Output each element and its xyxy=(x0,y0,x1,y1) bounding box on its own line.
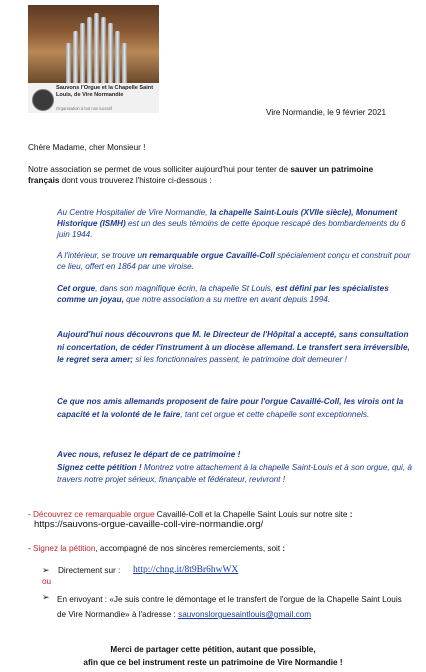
story-paragraph-2: A l'intérieur, se trouve un remarquable orgue Cavaillé-Coll spécialement conçu et construit pour ce lieu, offert en 1864 par une viroise. xyxy=(57,251,411,271)
association-logo xyxy=(32,89,54,111)
site-link[interactable]: https://sauvons-orgue-cavaille-coll-vire-normandie.org/ xyxy=(34,519,264,530)
arrow-bullet-icon: ➢ xyxy=(42,565,50,575)
petition-link[interactable]: http://chng.it/8t9Br6hwWX xyxy=(133,565,239,575)
or-label: ou xyxy=(42,577,52,586)
story-paragraph-4: Aujourd'hui nous découvrons que M. le Directeur de l'Hôpital a accepté, sans consultation ni concertation, de céder l'instrument à un diocèse allemand. Le transfert sera irréversible, le regret sera amer; si les fonctionnaires passent, le patrimoine doit demeurer ! xyxy=(57,330,410,364)
header-image xyxy=(28,5,159,113)
story-paragraph-5: Ce que nos amis allemands proposent de faire pour l'orgue Cavaillé-Coll, les virois ont la capacité et la volonté de le faire, tant cet orgue et cette chapelle sont exceptionnels. xyxy=(57,397,404,419)
closing-line-1: Merci de partager cette pétition, autant que possible, xyxy=(110,645,316,654)
intro-paragraph: Notre association se permet de vous solliciter aujourd'hui pour tenter de sauver un patrimoine français dont vous trouverez l'histoire ci-dessous : xyxy=(28,165,374,185)
email-link[interactable]: sauvonslorguesaintlouis@gmail.com xyxy=(178,610,312,619)
arrow-bullet-icon: ➢ xyxy=(42,592,50,602)
discover-line: - Découvrez ce remarquable orgue Cavaillé-Coll et la Chapelle Saint Louis sur notre site : xyxy=(28,510,353,519)
email-instruction: En envoyant : «Je suis contre le démontage et le transfert de l'orgue de la Chapelle Saint Louis de Vire Normandie» à l'adresse : sauvonslorguesaintlouis@gmail.com xyxy=(57,595,402,619)
date-line: Vire Normandie, le 9 février 2021 xyxy=(266,108,386,117)
story-paragraph-6: Avec nous, refusez le départ de ce patrimoine ! Signez cette pétition ! Montrez votre attachement à la chapelle Saint-Louis et à son orgue, qui, à travers notre projet sérieux, finançable et fédérateur, revivront ! xyxy=(57,450,412,484)
header-caption: Sauvons l'Orgue et la Chapelle Saint Louis, de Vire Normandie xyxy=(56,85,154,98)
closing-line-2: afin que ce bel instrument reste un patrimoine de Vire Normandie ! xyxy=(83,658,343,667)
header-subcaption: Organisation à but non lucratif xyxy=(56,106,112,111)
direct-label: Directement sur : xyxy=(58,566,121,575)
story-paragraph-3: Cet orgue, dans son magnifique écrin, la chapelle St Louis, est défini par les spécialistes comme un joyau, que notre association a su mettre en avant depuis 1994. xyxy=(57,284,389,304)
salutation: Chère Madame, cher Monsieur ! xyxy=(28,143,146,152)
sign-line: - Signez la pétition, accompagné de nos sincères remerciements, soit : xyxy=(28,544,286,553)
closing-message xyxy=(0,643,426,669)
story-paragraph-1: Au Centre Hospitalier de Vire Normandie, la chapelle Saint-Louis (XVIIe siècle), Monument Historique (ISMH) est un des seuls témoins de cette époque rescapé des bombardements du 6 juin 1944. xyxy=(57,208,406,239)
organ-photo xyxy=(28,5,159,83)
